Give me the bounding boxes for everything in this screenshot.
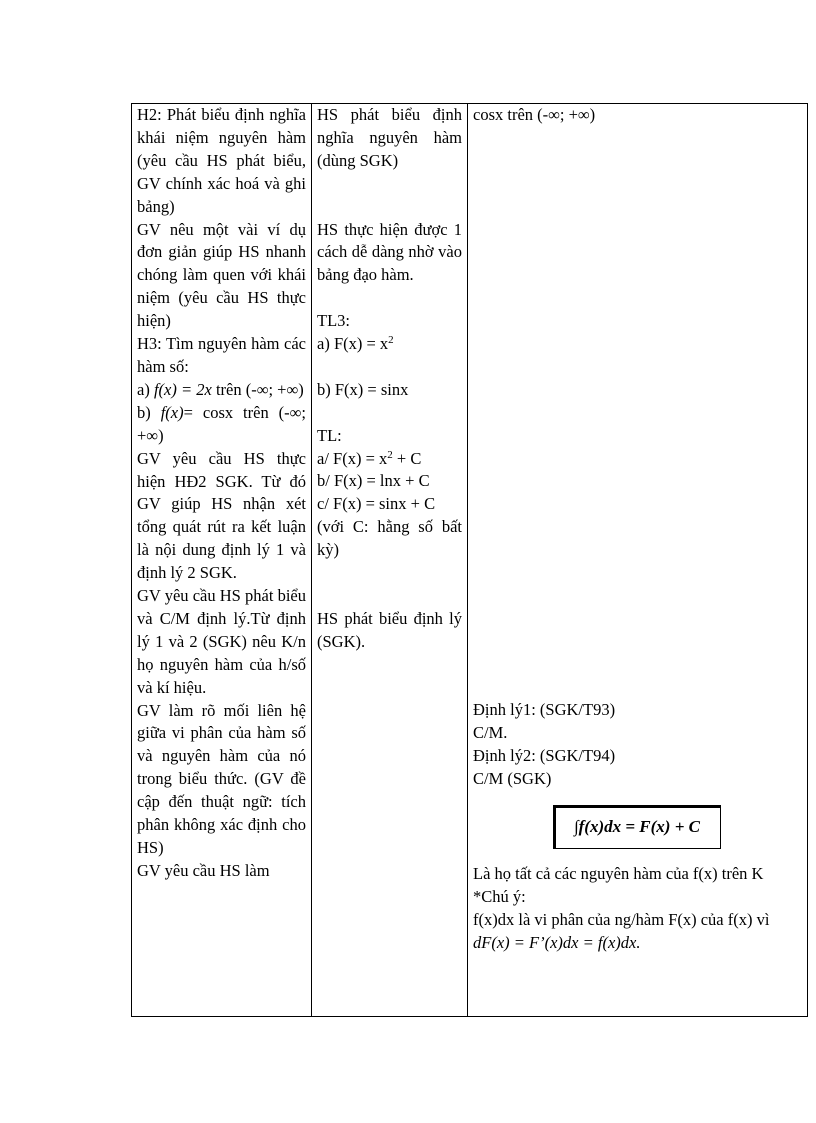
h3-b-domain: = cosx trên (-∞; +∞) [137,402,306,445]
tl3-label: TL3: [317,311,350,331]
gv-last-text: GV yêu cầu HS làm [137,860,270,880]
h3-item-a [137,379,306,402]
h3-a-function: f(x) = 2x [153,379,212,399]
h3-item-b [137,402,306,448]
tl3-a-exponent: 2 [388,334,394,347]
h3-b-function: f(x) [160,402,184,422]
tl-a-tail: + C [392,448,422,468]
note-expression: dF(x) = F’(x)dx = f(x)dx. [473,932,641,952]
note-body: f(x)dx là vi phân của ng/hàm F(x) của f(x) vì [473,909,770,929]
gv-cm-text: GV yêu cầu HS phát biểu và C/M định lý.Từ định lý 1 và 2 (SGK) nêu K/n họ nguyên hàm của h/số và kí hiệu. [137,586,306,697]
tl3-answer-b: b) F(x) = sinx [317,379,409,399]
cosx-domain-text: cosx trên (-∞; +∞) [473,105,596,124]
theorem2-text: Định lý2: (SGK/T94) [473,746,616,766]
tl3-a-text: a) F(x) = x [317,334,389,354]
spacer [473,127,802,700]
spacer [317,287,462,310]
spacer [317,356,462,379]
theorem1-text: Định lý1: (SGK/T93) [473,700,616,720]
note-label: *Chú ý: [473,886,526,906]
content-cell [468,104,808,1017]
proof2-text: C/M (SGK) [473,769,552,789]
spacer [317,402,462,425]
lesson-table [131,103,808,1017]
tl-answer-c: c/ F(x) = sinx + C [317,494,436,514]
tl3-answer-a [317,333,462,356]
note-text [473,909,802,955]
h3-a-label: a) [137,379,154,399]
gv-hd2-text: GV yêu cầu HS thực hiện HĐ2 SGK. Từ đó GV giúp HS nhận xét tổng quát rút ra kết luận là nội dung định lý 1 và định lý 2 SGK. [137,448,306,583]
tl-a-text: a/ F(x) = x [317,448,388,468]
tl-answer-b: b/ F(x) = lnx + C [317,471,430,491]
hs-definition-text: HS phát biểu định nghĩa nguyên hàm (dùng SGK) [317,105,462,170]
formula-box [553,805,721,849]
gv-vi-phan-text: GV làm rõ mối liên hệ giữa vi phân của hàm số và nguyên hàm của nó trong biểu thức. (GV đề cập đến thuật ngữ: tích phân không xác định cho HS) [137,700,306,857]
integral-formula: ∫f(x)dx = F(x) + C [573,816,700,836]
spacer [317,173,462,219]
student-activity-cell [312,104,468,1017]
hs-do-text: HS thực hiện được 1 cách dễ dàng nhờ vào bảng đạo hàm. [317,219,462,285]
tl-note: (với C: hằng số bất kỳ) [317,517,462,560]
h2-question: H2: Phát biểu định nghĩa khái niệm nguyên hàm (yêu cầu HS phát biểu, GV chính xác hoá và ghi bảng) [137,105,306,216]
antiderivative-family-text: Là họ tất cả các nguyên hàm của f(x) trên K [473,864,764,884]
gv-example-text: GV nêu một vài ví dụ đơn giản giúp HS nhanh chóng làm quen với khái niệm (yêu cầu HS thực hiện) [137,219,306,331]
hs-theorem-text: HS phát biểu định lý (SGK). [317,608,462,651]
tl-label: TL: [317,425,342,445]
h3-a-domain: trên (-∞; +∞) [211,379,304,399]
h3-b-label: b) [137,402,161,422]
h3-question: H3: Tìm nguyên hàm các hàm số: [137,334,306,376]
tl-answer-a [317,448,462,471]
table-row [132,104,808,1017]
teacher-activity-cell [132,104,312,1017]
tl-a-exponent: 2 [387,448,393,461]
spacer [317,562,462,608]
proof1-text: C/M. [473,723,508,743]
